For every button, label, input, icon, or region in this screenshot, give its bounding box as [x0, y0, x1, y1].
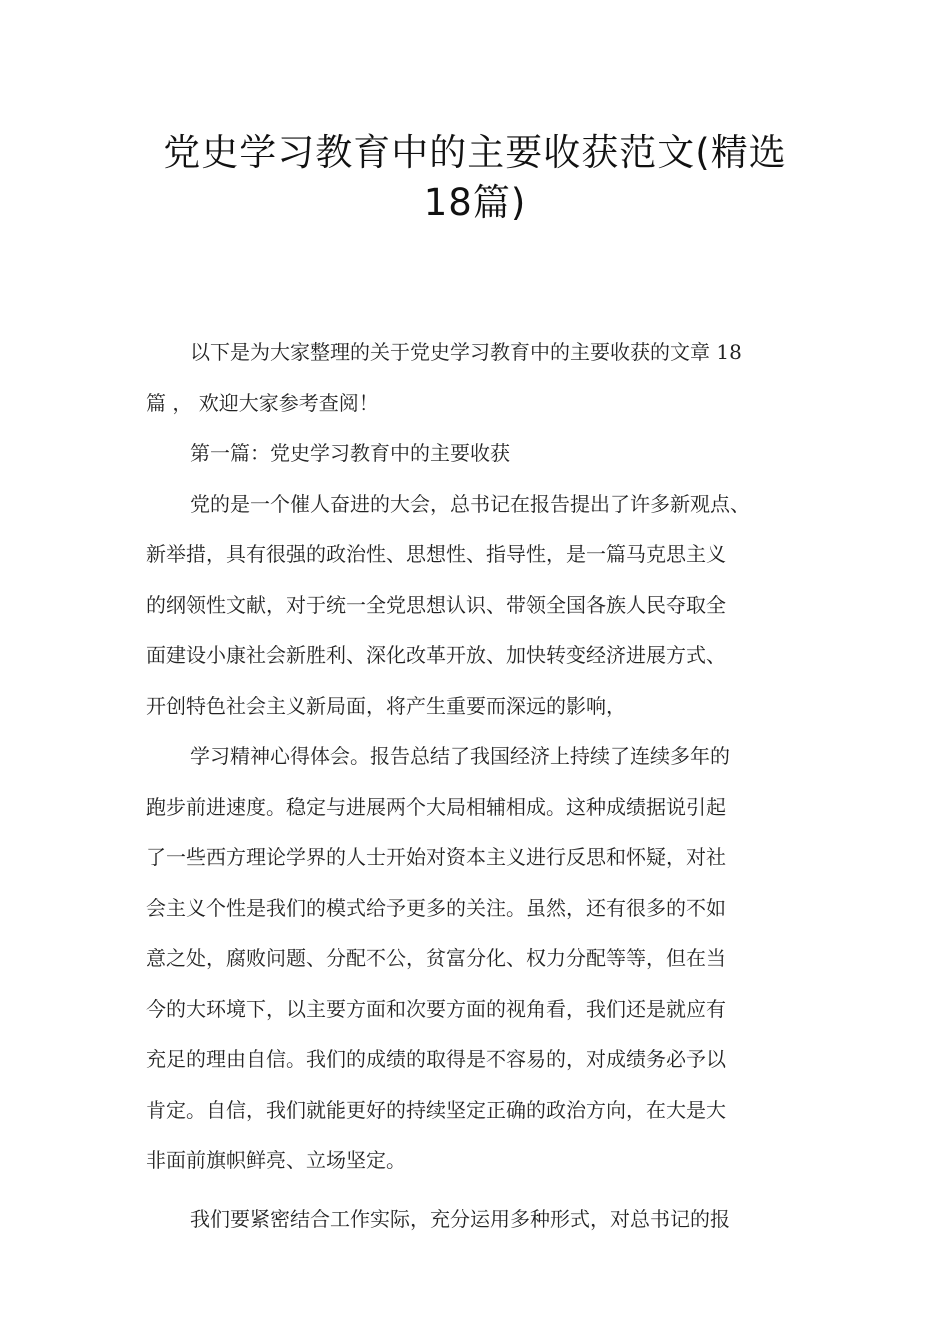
text-line: 新举措，具有很强的政治性、思想性、指导性，是一篇马克思主义 [146, 542, 726, 566]
text-line: 今的大环境下，以主要方面和次要方面的视角看，我们还是就应有 [146, 996, 726, 1021]
text-line: 以下是为大家整理的关于党史学习教育中的主要收获的文章 18 [190, 340, 742, 364]
text-line: 充足的理由自信。我们的成绩的取得是不容易的，对成绩务必予以 [146, 1047, 726, 1071]
text-line: 跑步前进速度。稳定与进展两个大局相辅相成。这种成绩据说引起 [146, 794, 726, 819]
text-line: 肯定。自信，我们就能更好的持续坚定正确的政治方向，在大是大 [146, 1097, 726, 1122]
text-line: 会主义个性是我们的模式给予更多的关注。虽然，还有很多的不如 [146, 895, 726, 920]
paragraph [146, 1199, 816, 1250]
text-line: 面建设小康社会新胜利、深化改革开放、加快转变经济进展方式、 [146, 643, 726, 667]
text-line: 的纲领性文献，对于统一全党思想认识、带领全国各族人民夺取全 [146, 592, 726, 617]
title-line: 18篇) [423, 181, 527, 224]
text-line: 非面前旗帜鲜亮、立场坚定。 [146, 1148, 406, 1172]
text-line: 党的是一个催人奋进的大会，总书记在报告提出了许多新观点、 [190, 491, 750, 516]
document-title [120, 128, 830, 228]
paragraph-gap [146, 1191, 816, 1199]
section-heading [146, 433, 816, 484]
paragraph [146, 484, 816, 737]
text-line: 学习精神心得体会。报告总结了我国经济上持续了连续多年的 [190, 744, 730, 768]
text-line: 了一些西方理论学界的人士开始对资本主义进行反思和怀疑，对社 [146, 845, 726, 869]
text-line: 篇 ， 欢迎大家参考查阅！ [146, 390, 379, 415]
title-line: 党史学习教育中的主要收获范文(精选 [163, 131, 787, 174]
document-body [146, 332, 816, 1249]
text-line: 意之处，腐败问题、分配不公，贫富分化、权力分配等等，但在当 [146, 946, 726, 970]
paragraph-intro [146, 332, 816, 433]
paragraph [146, 736, 816, 1191]
text-line: 第一篇：党史学习教育中的主要收获 [190, 441, 510, 465]
text-line: 我们要紧密结合工作实际，充分运用多种形式，对总书记的报 [190, 1206, 730, 1231]
text-line: 开创特色社会主义新局面，将产生重要而深远的影响， [146, 693, 626, 718]
